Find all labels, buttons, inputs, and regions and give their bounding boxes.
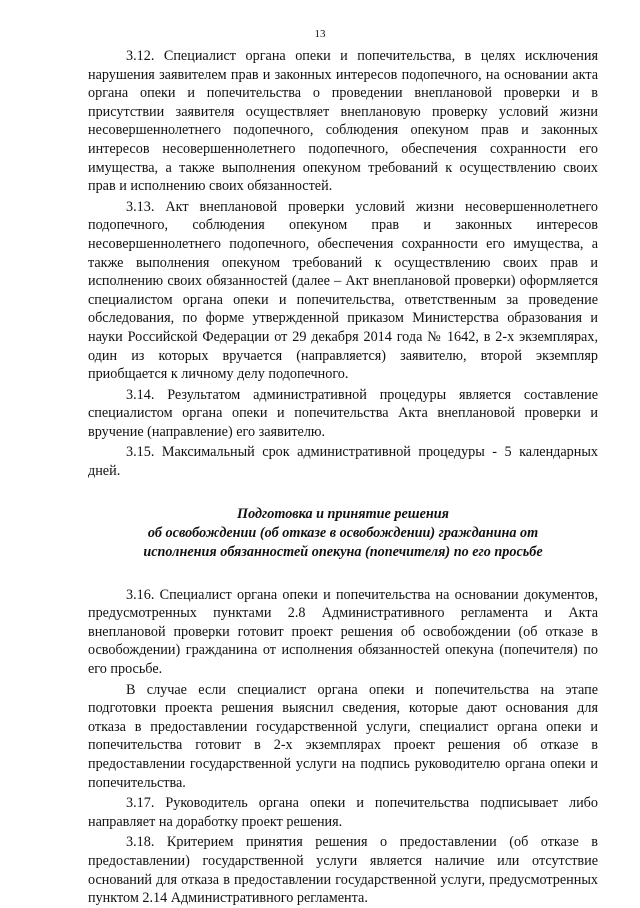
section-heading-line-2: об освобождении (об отказе в освобождении) гражданина от <box>147 524 539 541</box>
paragraph-3-16-refusal-case: В случае если специалист органа опеки и попечительства на этапе подготовки проекта решения выяснил сведения, которые дают основания для отказа в предоставлении государственной услуги, специалист органа опеки и попечительства готовит в 2-х экземплярах проект решения об отказе в предоставлении государственной услуги на подпись руководителю органа опеки и попечительства. <box>88 681 598 791</box>
paragraph-3-14: 3.14. Результатом административной процедуры является составление специалистом органа опеки и попечительства Акта внеплановой проверки и вручение (направление) его заявителю. <box>88 386 598 440</box>
section-heading-line-1: Подготовка и принятие решения <box>237 505 449 522</box>
section-heading <box>88 505 598 562</box>
document-body <box>88 47 598 908</box>
paragraph-3-15: 3.15. Максимальный срок административной процедуры - 5 календарных дней. <box>88 444 598 480</box>
paragraph-3-17: 3.17. Руководитель органа опеки и попечительства подписывает либо направляет на доработку проект решения. <box>88 795 598 830</box>
paragraph-3-18: 3.18. Критерием принятия решения о предоставлении (об отказе в предоставлении) государственной услуги является наличие или отсутствие оснований для отказа в предоставлении государственной услуги, предусмотренных пунктом 2.14 Административного регламента. <box>88 834 598 907</box>
paragraph-3-12: 3.12. Специалист органа опеки и попечительства, в целях исключения нарушения заявителем прав и законных интересов подопечного, на основании акта органа опеки и попечительства о проведении внеплановой проверки и в присутствии заявителя осуществляет внеплановую проверку условий жизни несовершеннолетнего подопечного, соблюдения опекуном прав и законных интересов несовершеннолетнего подопечного, обеспечения сохранности его имущества, а также выполнения опекуном требований к осуществлению своих прав и исполнению своих обязанностей. <box>88 48 598 195</box>
page-number: 13 <box>314 28 326 40</box>
section-heading-line-3: исполнения обязанностей опекуна (попечителя) по его просьбе <box>143 543 543 560</box>
paragraph-3-16: 3.16. Специалист органа опеки и попечительства на основании документов, предусмотренных пунктами 2.8 Административного регламента и Акта внеплановой проверки готовит проект решения об освобождении (об отказе в освобождении) гражданина от исполнения обязанностей опекуна (попечителя) по его просьбе. <box>88 586 598 678</box>
paragraph-3-13: 3.13. Акт внеплановой проверки условий жизни несовершеннолетнего подопечного, соблюдения опекуном прав и законных интересов несовершеннолетнего подопечного, обеспечения сохранности его имущества, а также выполнения опекуном требований к осуществлению своих прав и исполнению своих обязанностей (далее – Акт внеплановой проверки) оформляется специалистом органа опеки и попечительства, ответственным за проведение обследования, по форме утвержденной приказом Министерства образования и науки Российской Федерации от 29 декабря 2014 года № 1642, в 2-х экземплярах, один из которых вручается (направляется) заявителю, второй экземпляр приобщается к личному делу подопечного. <box>88 198 598 383</box>
